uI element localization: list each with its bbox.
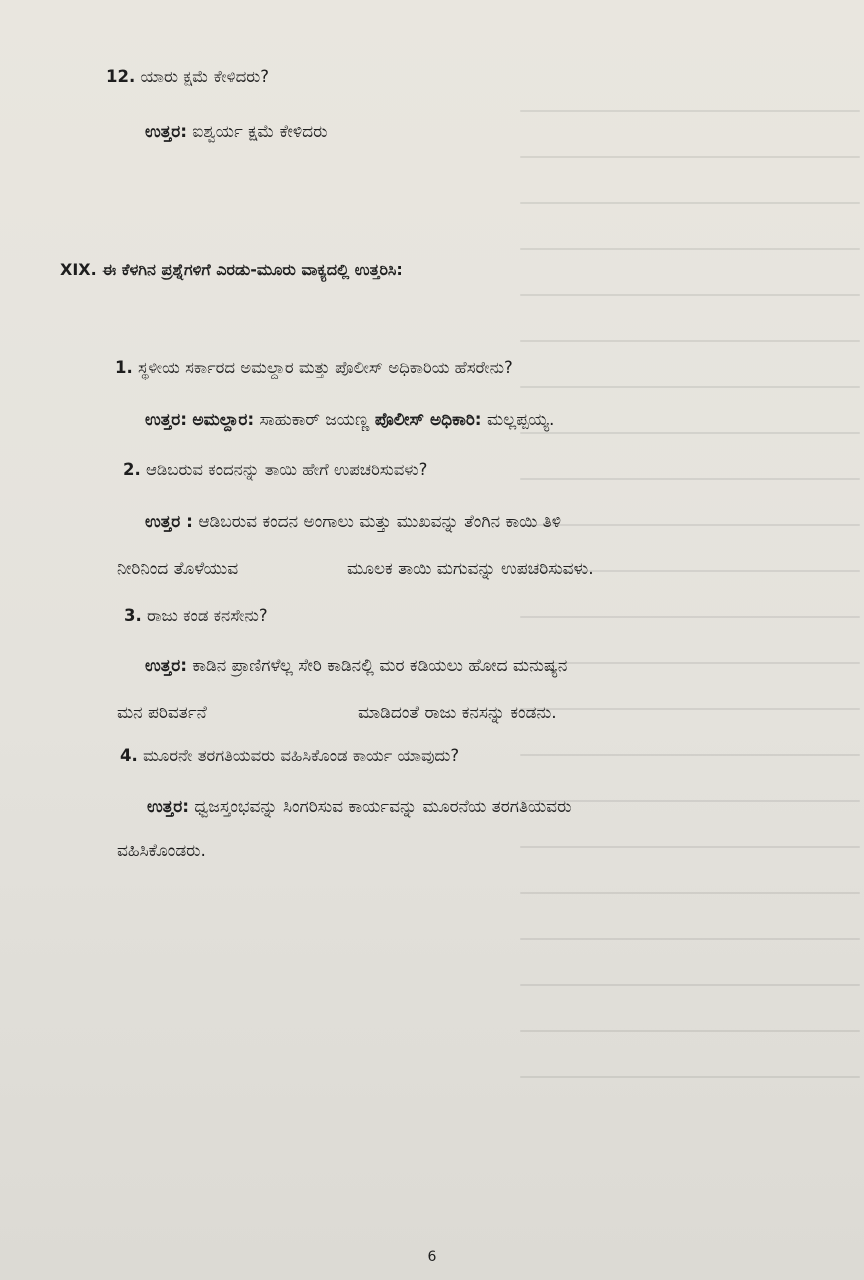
answer-text: ಆಡಿಬರುವ ಕಂದನ ಅಂಗಾಲು ಮತ್ತು ಮುಖವನ್ನು ತೆಂಗಿನ ಕಾಯಿ ತಿಳಿ [198,512,562,532]
answer-2-line-1 [145,512,561,532]
question-number: 12. [106,67,136,86]
answer-text: ಕಾಡಿನ ಪ್ರಾಣಿಗಳೆಲ್ಲ ಸೇರಿ ಕಾಡಿನಲ್ಲಿ ಮರ ಕಡಿಯಲು ಹೋದ ಮನುಷ್ಯನ [192,656,568,676]
reverse-side-bleed-through [520,110,860,1210]
answer-label: ಉತ್ತರ: [147,797,189,817]
answer-4-line-2 [117,841,206,861]
answer-1 [145,410,554,430]
question-1 [115,358,513,378]
answer-label: ಉತ್ತರ : [145,512,193,532]
question-4 [120,746,459,766]
answer-3-line-1 [145,656,567,676]
section-heading: XIX. ಈ ಕೆಳಗಿನ ಪ್ರಶ್ನೆಗಳಿಗೆ ಎರಡು-ಮೂರು ವಾಕ್ಯದಲ್ಲಿ ಉತ್ತರಿಸಿ: [60,260,403,279]
answer-label: ಉತ್ತರ: [145,122,187,142]
answer-text: ಮನ ಪರಿವರ್ತನೆ [117,703,207,723]
question-text: ಯಾರು ಕ್ಷಮೆ ಕೇಳಿದರು? [140,67,269,86]
page-number: 6 [427,1249,437,1265]
answer-part1-label: ಅಮಲ್ದಾರ: [192,410,255,430]
answer-3-line-2 [117,703,207,723]
question-number: 3. [124,606,142,625]
question-number: 2. [123,460,141,479]
question-text: ಸ್ಥಳೀಯ ಸರ್ಕಾರದ ಅಮಲ್ದಾರ ಮತ್ತು ಪೊಲೀಸ್ ಅಧಿಕಾರಿಯ ಹೆಸರೇನು? [138,358,513,377]
answer-3-line-2-continued [358,703,557,723]
answer-4-line-1 [147,797,572,817]
answer-2-line-2-continued [347,559,594,579]
answer-part2-text: ಮಲ್ಲಪ್ಪಯ್ಯ. [487,410,555,430]
answer-text: ಮಾಡಿದಂತೆ ರಾಜು ಕನಸನ್ನು ಕಂಡನು. [358,703,557,723]
answer-part2-label: ಪೊಲೀಸ್ ಅಧಿಕಾರಿ: [374,410,482,430]
question-number: 4. [120,746,138,765]
question-number: 1. [115,358,133,377]
answer-label: ಉತ್ತರ: [145,656,187,676]
question-12 [106,67,269,87]
question-text: ರಾಜು ಕಂಡ ಕನಸೇನು? [147,606,268,625]
answer-2-line-2 [117,559,238,579]
question-3 [124,606,268,626]
answer-12 [145,122,328,142]
answer-part1-text: ಸಾಹುಕಾರ್ ಜಯಣ್ಣ [259,410,370,430]
question-text: ಆಡಿಬರುವ ಕಂದನನ್ನು ತಾಯಿ ಹೇಗೆ ಉಪಚರಿಸುವಳು? [146,460,428,479]
answer-text: ವಹಿಸಿಕೊಂಡರು. [117,841,206,861]
answer-text: ಧ್ವಜಸ್ತಂಭವನ್ನು ಸಿಂಗರಿಸುವ ಕಾರ್ಯವನ್ನು ಮೂರನೆಯ ತರಗತಿಯವರು [194,797,572,817]
answer-text: ನೀರಿನಿಂದ ತೊಳೆಯುವ [117,559,239,579]
answer-text: ಐಶ್ವರ್ಯ ಕ್ಷಮೆ ಕೇಳಿದರು [192,122,328,142]
question-text: ಮೂರನೇ ತರಗತಿಯವರು ವಹಿಸಿಕೊಂಡ ಕಾರ್ಯ ಯಾವುದು? [143,746,460,765]
answer-label: ಉತ್ತರ: [145,410,187,430]
answer-text: ಮೂಲಕ ತಾಯಿ ಮಗುವನ್ನು ಉಪಚರಿಸುವಳು. [347,559,594,579]
question-2 [123,460,427,480]
